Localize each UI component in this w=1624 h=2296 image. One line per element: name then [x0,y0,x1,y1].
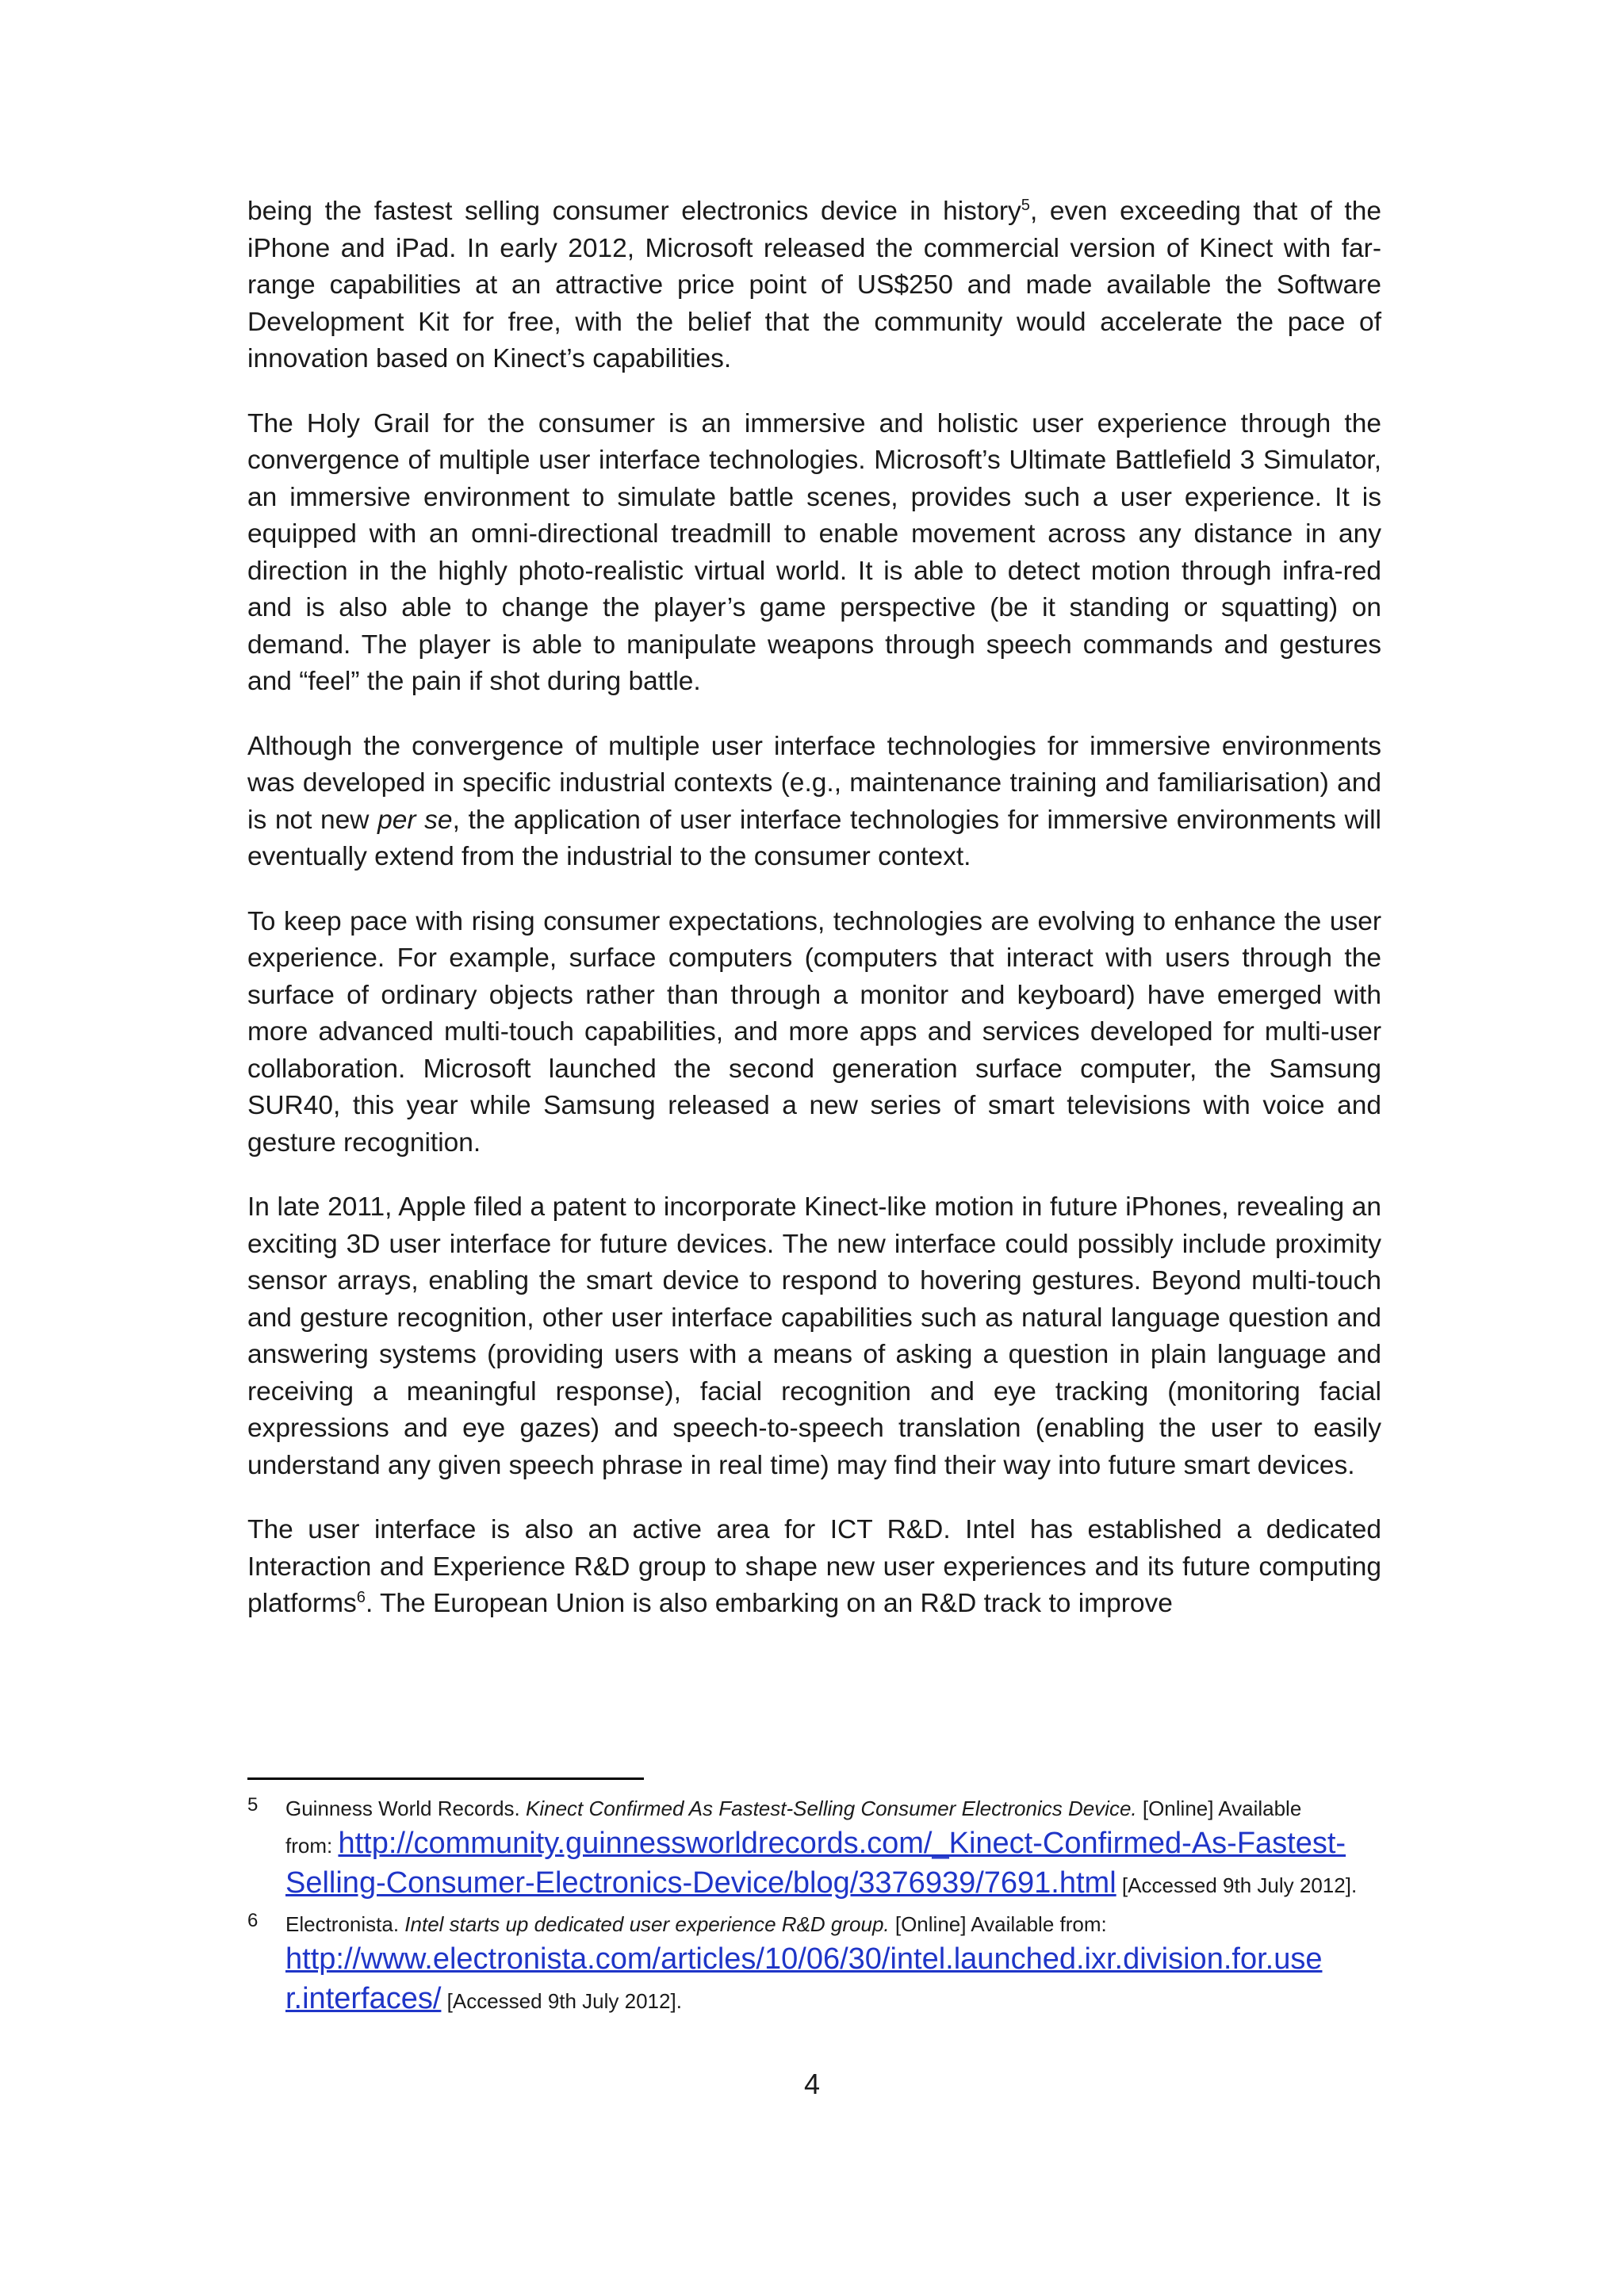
text-run: being the fastest selling consumer electronics device in history [247,197,1021,226]
page-number: 4 [803,2068,821,2100]
text-run: The Holy Grail for the consumer is an immersive and holistic user experience through the convergence of multiple user interface technologies. Microsoft’s Ultimate Battlefield 3 Simulator, an immersive environment to simulate battle scenes, provides such a user experience. It is equipped with an omni-directional treadmill to enable movement across any distance in any direction in the highly photo-realistic virtual world. It is able to detect motion through infra-red and is also able to change the player’s game perspective (be it standing or squatting) on demand. The player is able to manipulate weapons through speech commands and gestures and “feel” the pain if shot during battle. [247,408,1381,696]
body-text [247,193,1381,1651]
footnote-link-line [285,1979,1389,2019]
footnote-link[interactable]: http://www.electronista.com/articles/10/06/30/intel.launched.ixr.division.for.use [285,1942,1323,1976]
footnote-link-line [285,1863,1389,1903]
text-run: , the application of user interface technologies for immersive environments will eventually extend from the industrial to the consumer context. [247,805,1381,871]
footnote-link[interactable]: r.interfaces/ [285,1982,442,2015]
text-run: The user interface is also an active area for ICT R&D. Intel has established a dedicated Interaction and Experience R&D group to shape new user experiences and its future computing platforms [247,1515,1381,1618]
footnote-link-line [285,1823,1389,1863]
footnote-link[interactable]: Selling-Consumer-Electronics-Device/blog/3376939/7691.html [285,1866,1116,1900]
text-run: . The European Union is also embarking on an R&D track to improve [365,1589,1173,1618]
footnotes [247,1793,1389,2025]
footnote-citation [285,1909,1389,1939]
footnote-number: 6 [247,1910,259,1931]
footnote-separator [247,1777,644,1780]
footnote-accessed: [Accessed 9th July 2012]. [441,1989,682,2013]
text-run: To keep pace with rising consumer expectations, technologies are evolving to enhance the user experience. For example, surface computers (computers that interact with users through the surface of ordinary objects rather than through a monitor and keyboard) have emerged with more advanced multi-touch capabilities, and more apps and services developed for multi-user collaboration. Microsoft launched the second generation surface computer, the Samsung SUR40, this year while Samsung released a new series of smart televisions with voice and gesture recognition. [247,906,1381,1158]
footnote-ref-6[interactable]: 6 [356,1588,366,1606]
footnote-source: Guinness World Records. [285,1797,526,1820]
paragraph [247,729,1381,876]
footnote-6 [247,1909,1389,2019]
footnote-title: Kinect Confirmed As Fastest-Selling Consumer Electronics Device. [525,1797,1137,1820]
footnote-citation [285,1793,1389,1823]
paragraph [247,1189,1381,1484]
footnote-5 [247,1793,1389,1903]
footnote-ref-5[interactable]: 5 [1021,196,1030,214]
paragraph [247,904,1381,1162]
text-run: In late 2011, Apple filed a patent to incorporate Kinect-like motion in future iPhones, revealing an exciting 3D user interface for future devices. The new interface could possibly include proximity sensor arrays, enabling the smart device to respond to hovering gestures. Beyond multi-touch and gesture recognition, other user interface capabilities such as natural language question and answering systems (providing users with a means of asking a question in plain language and receiving a meaningful response), facial recognition and eye tracking (monitoring facial expressions and eye gazes) and speech-to-speech translation (enabling the user to easily understand any given speech phrase in real time) may find their way into future smart devices. [247,1192,1381,1480]
italic-text: per se [377,805,453,835]
paragraph [247,406,1381,701]
footnote-from-label: from: [285,1834,339,1858]
footnote-online-label: [Online] Available [1136,1797,1302,1820]
footnote-source: Electronista. [285,1912,405,1936]
paragraph [247,1512,1381,1623]
text-run: Although the convergence of multiple user interface technologies for immersive environments was developed in specific industrial contexts (e.g., maintenance training and familiarisation) and is not new [247,731,1381,835]
paragraph [247,193,1381,378]
footnote-number: 5 [247,1794,259,1816]
footnote-link-line [285,1939,1389,1979]
footnote-online-label: [Online] Available from: [889,1912,1107,1936]
footnote-link[interactable]: http://community.guinnessworldrecords.com/_Kinect-Confirmed-As-Fastest- [338,1827,1346,1860]
text-run: , even exceeding that of the iPhone and iPad. In early 2012, Microsoft released the commercial version of Kinect with far-range capabilities at an attractive price point of US$250 and made available the Software Development Kit for free, with the belief that the community would accelerate the pace of innovation based on Kinect’s capabilities. [247,197,1382,373]
footnote-accessed: [Accessed 9th July 2012]. [1116,1873,1358,1897]
footnote-title: Intel starts up dedicated user experience R&D group. [404,1912,890,1936]
